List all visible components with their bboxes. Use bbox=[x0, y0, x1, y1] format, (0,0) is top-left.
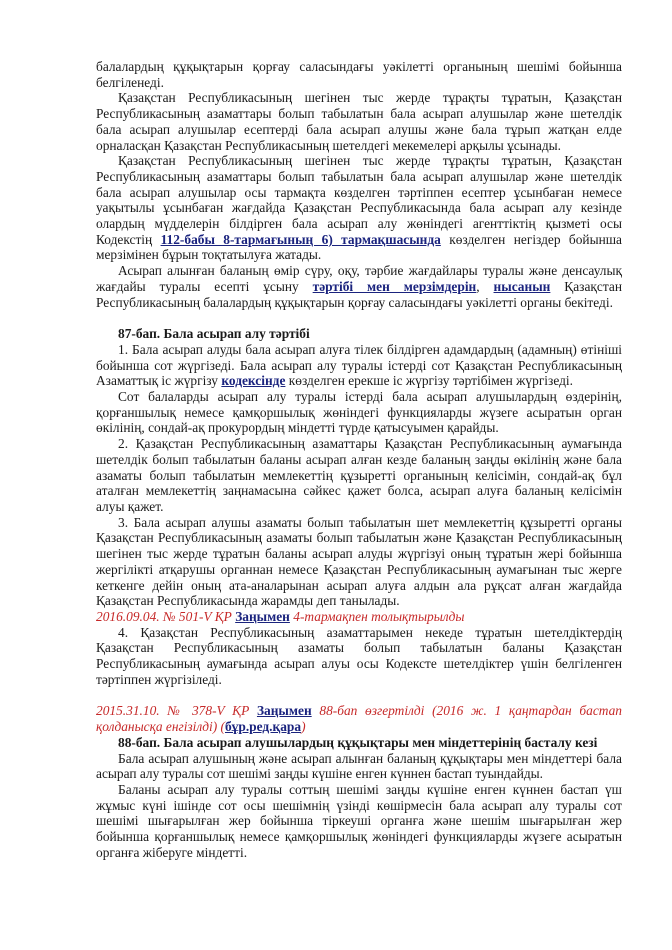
text-segment: көзделген негіздер бойынша мерзімінен бұрын тоқтатылуға жатады. bbox=[96, 231, 622, 263]
article-88-heading: 88-бап. Бала асырап алушылардың құқықтары мен міндеттерінің басталу кезі bbox=[118, 734, 598, 750]
article-87-clause-4: 4. Қазақстан Республикасының азаматтарымен некеде тұратын шетелдіктердің Қазақстан Республикасының азаматы болып табылатын баланы Қазақстан Республикасының аумағында асырап алуы осы Кодексте шетелдіктер үшін белгіленген тәртіппен жүргізіледі. bbox=[96, 624, 622, 687]
document-page bbox=[96, 59, 622, 860]
civil-procedure-code-link[interactable]: кодексінде bbox=[221, 373, 286, 389]
note-text: 2015.31.10. № 378-V ҚР bbox=[96, 703, 257, 719]
note-text: 88-бап өзгертілді (2016 ж. 1 қаңтардан бастап қолданысқа енгізілді) ( bbox=[96, 703, 622, 735]
article-88-paragraph-2: Баланы асырап алу туралы соттың шешімі заңды күшіне енген күннен бастап үш жұмыс күні ішінде сот осы шешімнің үзінді көшірмесін бала асырап алу туралы сот шешімі шығарылған жер бойынша тіркеуші органға және шешім шығарылған жер бойынша қорғаншылық немесе қамқоршылық жөніндегі функцияларды жүзеге асыратын органға жіберуге міндетті. bbox=[96, 781, 622, 860]
law-501-v-link[interactable]: Заңымен bbox=[235, 608, 290, 624]
article-87-court-participation: Сот балаларды асырап алу туралы істерді бала асырап алушылардың өздерінің, қорғаншылық немесе қамқоршылық жөніндегі функцияларды жүзеге асыратын орган өкілінің, сондай-ақ прокурордың міндетті түрде қатысуымен қарайды. bbox=[96, 389, 622, 436]
paragraph-agency-termination bbox=[96, 153, 622, 263]
previous-edition-link[interactable]: бұр.ред.қара bbox=[224, 719, 302, 735]
text-segment: , bbox=[476, 278, 494, 294]
paragraph-report-form bbox=[96, 263, 622, 310]
procedure-deadlines-link[interactable]: тәртібі мен мерзімдерін bbox=[312, 278, 477, 294]
article-87-clause-3: 3. Бала асырап алушы азаматы болып табылатын шет мемлекеттің құзыретті органы Қазақстан Республикасының азаматы болып табылатын және Қазақстан Республикасының шегінен тыс жерде тұратын баланы асырап алуды жүргізуі оның тұратын жері бойынша жергілікті атқарушы органнан немесе Қазақстан Республикасының аумағынан тыс жерге кеткенге дейін оның ата-аналарынан асырап алуға алдын ала рұқсат алған жағдайда Қазақстан Республикасында жарамды деп танылады. bbox=[96, 514, 622, 609]
text-segment: Қазақстан Республикасының шегінен тыс жерде тұрақты тұратын, Қазақстан Республикасының азаматтары болып табылатын бала асырап алушылар және шетелдік бала асырап алушылар осы тармақта көзделген тәртіппен есептер ұсынбаған немесе уақытылы ұсынбаған жағдайда Қазақстан Республикасында бала асырап алу кезінде олардың мүдделерін білдірген бала асырап алу жөніндегі агенттіктің қызметі осы Кодекстің bbox=[96, 153, 622, 247]
law-378-v-link[interactable]: Заңымен bbox=[256, 703, 312, 719]
text-segment: Асырап алынған баланың өмір сүру, оқу, тәрбие жағдайлары туралы және денсаулық жағдайы туралы есепті ұсыну bbox=[96, 263, 622, 294]
amendment-note-2016 bbox=[96, 609, 622, 625]
paragraph-reporting-abroad: Қазақстан Республикасының шегінен тыс жерде тұрақты тұратын, Қазақстан Республикасының азаматтары болып табылатын бала асырап алушылар және шетелдік бала асырап алушылар есептерді бала асырап алушы және бала тұрып жатқан елде орналасқан Қазақстан Республикасының шетелдегі мекемелері арқылы ұсынады. bbox=[96, 90, 622, 153]
article-87-clause-1 bbox=[96, 342, 622, 389]
spacer bbox=[96, 310, 622, 326]
note-text: ) bbox=[301, 719, 306, 735]
spacer bbox=[96, 687, 622, 703]
article-88-paragraph-1: Бала асырап алушының және асырап алынған баланың құқықтары мен міндеттері бала асырап алу туралы сот шешімі заңды күшіне енген күннен бастап туындайды. bbox=[96, 750, 622, 782]
article-87-heading: 87-бап. Бала асырап алу тәртібі bbox=[118, 326, 310, 342]
form-link[interactable]: нысанын bbox=[493, 278, 551, 294]
text-segment: 1. Бала асырап алуды бала асырап алуға тілек білдірген адамдардың (адамның) өтініші бойынша сот жүргізеді. Бала асырап алу туралы істерді сот Қазақстан Республикасының Азаматтық іс жүргізу bbox=[96, 341, 622, 389]
amendment-note-2015 bbox=[96, 703, 622, 734]
article-112-link[interactable]: 112-бабы 8-тармағының 6) тармақшасында bbox=[160, 231, 441, 247]
text-segment: Қазақстан Республикасының балалардың құқықтарын қорғау саласындағы уәкілетті органы бекітеді. bbox=[96, 278, 622, 310]
paragraph-continuation: балалардың құқықтарын қорғау саласындағы уәкілетті органының шешімі бойынша белгіленеді. bbox=[96, 59, 622, 90]
note-text: 4-тармақпен толықтырылды bbox=[289, 608, 465, 624]
text-segment: көзделген ерекше іс жүргізу тәртібімен жүргізеді. bbox=[285, 373, 573, 389]
note-text: 2016.09.04. № 501-V ҚР bbox=[96, 608, 236, 624]
article-87-clause-2: 2. Қазақстан Республикасының азаматтары Қазақстан Республикасының аумағында шетелдік болып табылатын баланы асырап алған кезде баланың заңды өкілінің және бала азаматы болып табылатын мемлекеттің құзыретті органының келісімін, сондай-ақ бұл аталған мемлекеттің заңнамасына сәйкес қажет болса, асырап алуға баланың келісімін алуы қажет. bbox=[96, 436, 622, 514]
